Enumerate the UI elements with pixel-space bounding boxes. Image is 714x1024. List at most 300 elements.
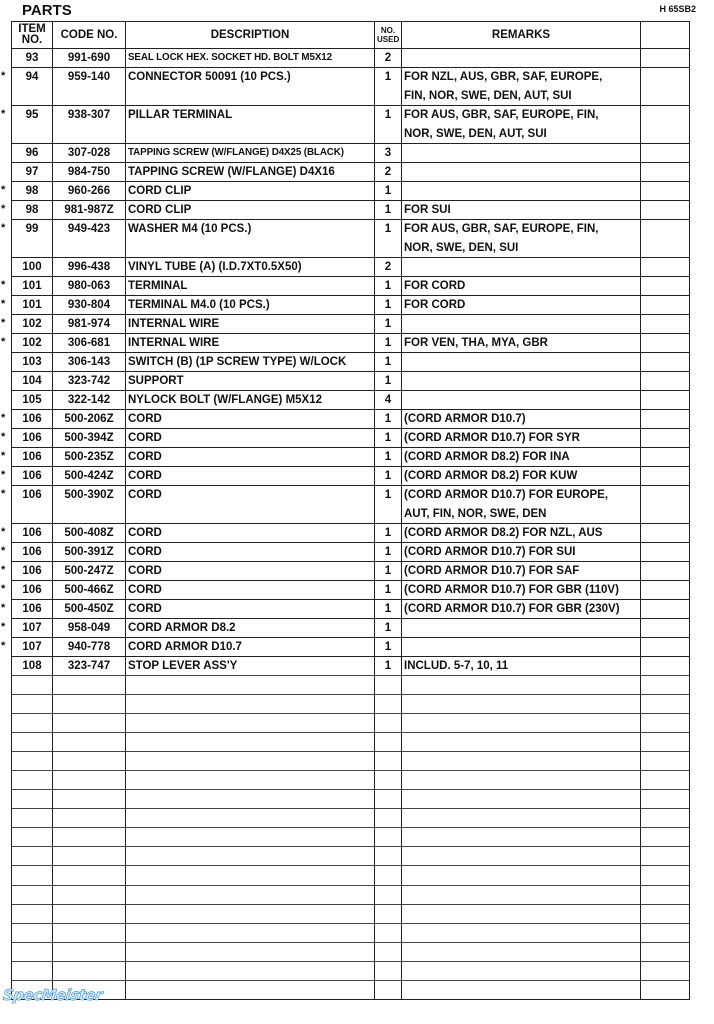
cell-description: PILLAR TERMINAL <box>126 106 375 125</box>
empty-cell <box>375 771 402 790</box>
empty-cell <box>402 790 641 809</box>
cell-item: 101 <box>12 296 53 315</box>
empty-cell <box>53 676 126 695</box>
cell-code: 984-750 <box>53 163 126 182</box>
cell-blank <box>641 486 690 505</box>
cell-item: 102 <box>12 334 53 353</box>
empty-row <box>12 790 690 809</box>
empty-cell <box>53 733 126 752</box>
cell-remarks: FOR CORD <box>402 296 641 315</box>
cell-remarks: NOR, SWE, DEN, SUI <box>402 239 641 258</box>
cell-blank <box>641 657 690 676</box>
cell-used: 1 <box>375 353 402 372</box>
cell-description: CORD <box>126 524 375 543</box>
change-mark: * <box>1 525 6 538</box>
cell-code: 500-394Z <box>53 429 126 448</box>
cell-remarks: (CORD ARMOR D8.2) FOR NZL, AUS <box>402 524 641 543</box>
cell-remarks <box>402 315 641 334</box>
cell-item: 97 <box>12 163 53 182</box>
table-row <box>12 486 690 505</box>
cell-code: 500-424Z <box>53 467 126 486</box>
cell-code: 500-466Z <box>53 581 126 600</box>
empty-cell <box>53 695 126 714</box>
empty-cell <box>53 961 126 980</box>
cell-remarks <box>402 391 641 410</box>
cell-description: TERMINAL M4.0 (10 PCS.) <box>126 296 375 315</box>
cell-remarks <box>402 49 641 68</box>
table-row <box>12 68 690 87</box>
cell-description: TERMINAL <box>126 277 375 296</box>
empty-cell <box>126 885 375 904</box>
cell-item: 95 <box>12 106 53 125</box>
cell-used: 1 <box>375 296 402 315</box>
change-mark: * <box>1 107 6 120</box>
empty-cell <box>375 904 402 923</box>
change-mark: * <box>1 582 6 595</box>
empty-cell <box>53 790 126 809</box>
cell-blank <box>641 353 690 372</box>
empty-cell <box>375 923 402 942</box>
header-remarks: REMARKS <box>402 22 641 49</box>
cell-blank <box>641 524 690 543</box>
empty-cell <box>126 847 375 866</box>
empty-cell <box>641 961 690 980</box>
empty-cell <box>375 809 402 828</box>
change-mark: * <box>1 449 6 462</box>
empty-cell <box>53 714 126 733</box>
empty-cell <box>53 904 126 923</box>
empty-cell <box>126 714 375 733</box>
table-row <box>12 524 690 543</box>
cell-code <box>53 505 126 524</box>
model-number: H 65SB2 <box>659 4 696 14</box>
empty-cell <box>641 923 690 942</box>
cell-used: 2 <box>375 49 402 68</box>
table-row <box>12 87 690 106</box>
cell-remarks <box>402 163 641 182</box>
empty-cell <box>375 885 402 904</box>
empty-cell <box>126 676 375 695</box>
cell-used: 1 <box>375 581 402 600</box>
empty-cell <box>126 809 375 828</box>
cell-code: 323-742 <box>53 372 126 391</box>
empty-cell <box>402 847 641 866</box>
table-row <box>12 600 690 619</box>
cell-blank <box>641 296 690 315</box>
cell-item: 106 <box>12 562 53 581</box>
cell-used: 1 <box>375 106 402 125</box>
header-item-no: ITEM NO. <box>12 22 53 49</box>
cell-remarks: FOR NZL, AUS, GBR, SAF, EUROPE, <box>402 68 641 87</box>
cell-blank <box>641 277 690 296</box>
cell-remarks: NOR, SWE, DEN, AUT, SUI <box>402 125 641 144</box>
cell-blank <box>641 505 690 524</box>
cell-item: 105 <box>12 391 53 410</box>
empty-row <box>12 771 690 790</box>
cell-code: 323-747 <box>53 657 126 676</box>
change-mark: * <box>1 563 6 576</box>
empty-row <box>12 866 690 885</box>
cell-item: 99 <box>12 220 53 239</box>
cell-code: 500-408Z <box>53 524 126 543</box>
empty-row <box>12 695 690 714</box>
empty-cell <box>641 847 690 866</box>
cell-description: STOP LEVER ASS'Y <box>126 657 375 676</box>
empty-cell <box>12 942 53 961</box>
cell-code: 500-235Z <box>53 448 126 467</box>
cell-code <box>53 239 126 258</box>
empty-cell <box>12 904 53 923</box>
cell-code: 981-987Z <box>53 201 126 220</box>
cell-used <box>375 505 402 524</box>
cell-item: 93 <box>12 49 53 68</box>
empty-cell <box>375 828 402 847</box>
empty-cell <box>402 695 641 714</box>
cell-item: 106 <box>12 581 53 600</box>
change-mark: * <box>1 202 6 215</box>
cell-code <box>53 87 126 106</box>
cell-blank <box>641 391 690 410</box>
cell-code: 500-391Z <box>53 543 126 562</box>
empty-cell <box>641 904 690 923</box>
empty-cell <box>53 942 126 961</box>
cell-description: TAPPING SCREW (W/FLANGE) D4X16 <box>126 163 375 182</box>
cell-item: 96 <box>12 144 53 163</box>
cell-code: 500-390Z <box>53 486 126 505</box>
cell-blank <box>641 581 690 600</box>
cell-remarks: INCLUD. 5-7, 10, 11 <box>402 657 641 676</box>
cell-remarks: FIN, NOR, SWE, DEN, AUT, SUI <box>402 87 641 106</box>
empty-cell <box>12 771 53 790</box>
empty-cell <box>641 752 690 771</box>
empty-cell <box>12 961 53 980</box>
cell-blank <box>641 201 690 220</box>
cell-used: 1 <box>375 220 402 239</box>
page-title: PARTS <box>22 2 72 19</box>
cell-item: 106 <box>12 486 53 505</box>
cell-description: VINYL TUBE (A) (I.D.7XT0.5X50) <box>126 258 375 277</box>
change-mark: * <box>1 297 6 310</box>
header-description: DESCRIPTION <box>126 22 375 49</box>
cell-remarks <box>402 182 641 201</box>
table-row <box>12 220 690 239</box>
cell-item: 100 <box>12 258 53 277</box>
table-row <box>12 638 690 657</box>
cell-used: 1 <box>375 524 402 543</box>
cell-used: 1 <box>375 619 402 638</box>
cell-code: 940-778 <box>53 638 126 657</box>
cell-used: 3 <box>375 144 402 163</box>
watermark-logo: SpecMeister <box>2 986 103 1004</box>
table-row <box>12 562 690 581</box>
empty-row <box>12 961 690 980</box>
empty-cell <box>12 733 53 752</box>
table-row <box>12 448 690 467</box>
cell-used: 1 <box>375 600 402 619</box>
cell-code: 500-206Z <box>53 410 126 429</box>
table-row <box>12 372 690 391</box>
empty-cell <box>641 790 690 809</box>
cell-used: 1 <box>375 277 402 296</box>
cell-description: CORD ARMOR D8.2 <box>126 619 375 638</box>
change-mark: * <box>1 487 6 500</box>
cell-used <box>375 125 402 144</box>
empty-row <box>12 885 690 904</box>
cell-description <box>126 505 375 524</box>
empty-cell <box>375 695 402 714</box>
empty-cell <box>12 790 53 809</box>
header-no-used: NO. USED <box>375 22 402 49</box>
empty-cell <box>12 923 53 942</box>
cell-remarks: FOR AUS, GBR, SAF, EUROPE, FIN, <box>402 106 641 125</box>
empty-cell <box>375 714 402 733</box>
cell-remarks: (CORD ARMOR D10.7) FOR GBR (110V) <box>402 581 641 600</box>
empty-cell <box>375 942 402 961</box>
cell-code: 500-247Z <box>53 562 126 581</box>
cell-remarks <box>402 619 641 638</box>
cell-remarks <box>402 372 641 391</box>
table-row <box>12 201 690 220</box>
table-row <box>12 239 690 258</box>
cell-description: INTERNAL WIRE <box>126 315 375 334</box>
cell-item <box>12 125 53 144</box>
empty-row <box>12 809 690 828</box>
empty-cell <box>375 752 402 771</box>
empty-cell <box>53 847 126 866</box>
empty-cell <box>126 695 375 714</box>
cell-remarks: FOR AUS, GBR, SAF, EUROPE, FIN, <box>402 220 641 239</box>
empty-cell <box>375 961 402 980</box>
cell-remarks <box>402 258 641 277</box>
cell-blank <box>641 125 690 144</box>
empty-cell <box>12 866 53 885</box>
cell-description: CORD <box>126 600 375 619</box>
cell-item: 101 <box>12 277 53 296</box>
cell-remarks: (CORD ARMOR D10.7) FOR SAF <box>402 562 641 581</box>
cell-used: 2 <box>375 258 402 277</box>
cell-blank <box>641 600 690 619</box>
cell-used <box>375 239 402 258</box>
cell-description: CORD <box>126 543 375 562</box>
empty-row <box>12 847 690 866</box>
cell-remarks: FOR SUI <box>402 201 641 220</box>
cell-used: 1 <box>375 638 402 657</box>
cell-description: TAPPING SCREW (W/FLANGE) D4X25 (BLACK) <box>126 144 375 163</box>
cell-blank <box>641 182 690 201</box>
cell-item: 104 <box>12 372 53 391</box>
cell-used: 4 <box>375 391 402 410</box>
cell-code: 960-266 <box>53 182 126 201</box>
empty-row <box>12 904 690 923</box>
cell-blank <box>641 144 690 163</box>
cell-blank <box>641 372 690 391</box>
empty-cell <box>375 866 402 885</box>
cell-code: 991-690 <box>53 49 126 68</box>
empty-cell <box>375 676 402 695</box>
cell-used: 1 <box>375 201 402 220</box>
cell-remarks: (CORD ARMOR D10.7) <box>402 410 641 429</box>
cell-remarks <box>402 144 641 163</box>
empty-cell <box>12 828 53 847</box>
cell-item: 107 <box>12 638 53 657</box>
table-row <box>12 277 690 296</box>
change-mark: * <box>1 278 6 291</box>
cell-remarks <box>402 638 641 657</box>
cell-code: 307-028 <box>53 144 126 163</box>
empty-cell <box>375 847 402 866</box>
empty-cell <box>402 752 641 771</box>
cell-item <box>12 87 53 106</box>
cell-blank <box>641 334 690 353</box>
table-row <box>12 144 690 163</box>
change-mark: * <box>1 335 6 348</box>
empty-cell <box>126 733 375 752</box>
cell-description <box>126 125 375 144</box>
cell-used: 1 <box>375 315 402 334</box>
cell-remarks: AUT, FIN, NOR, SWE, DEN <box>402 505 641 524</box>
empty-cell <box>641 676 690 695</box>
cell-description: CORD <box>126 429 375 448</box>
cell-blank <box>641 543 690 562</box>
empty-cell <box>126 752 375 771</box>
table-row <box>12 619 690 638</box>
empty-cell <box>402 866 641 885</box>
cell-description: CORD ARMOR D10.7 <box>126 638 375 657</box>
cell-description: CORD CLIP <box>126 182 375 201</box>
empty-cell <box>12 809 53 828</box>
cell-remarks: (CORD ARMOR D8.2) FOR INA <box>402 448 641 467</box>
cell-blank <box>641 87 690 106</box>
table-row <box>12 182 690 201</box>
cell-code: 306-143 <box>53 353 126 372</box>
empty-cell <box>641 942 690 961</box>
cell-used <box>375 87 402 106</box>
empty-cell <box>12 676 53 695</box>
cell-code: 981-974 <box>53 315 126 334</box>
cell-code: 996-438 <box>53 258 126 277</box>
empty-cell <box>402 733 641 752</box>
cell-item: 106 <box>12 448 53 467</box>
cell-blank <box>641 467 690 486</box>
cell-item: 106 <box>12 524 53 543</box>
cell-item: 102 <box>12 315 53 334</box>
change-mark: * <box>1 468 6 481</box>
cell-description: CORD <box>126 448 375 467</box>
cell-item: 98 <box>12 201 53 220</box>
cell-item <box>12 505 53 524</box>
empty-cell <box>641 714 690 733</box>
empty-cell <box>126 980 375 999</box>
cell-blank <box>641 562 690 581</box>
cell-blank <box>641 239 690 258</box>
empty-cell <box>53 828 126 847</box>
cell-blank <box>641 429 690 448</box>
empty-cell <box>402 828 641 847</box>
empty-cell <box>402 809 641 828</box>
cell-description: INTERNAL WIRE <box>126 334 375 353</box>
cell-item: 98 <box>12 182 53 201</box>
cell-used: 1 <box>375 562 402 581</box>
empty-cell <box>126 942 375 961</box>
empty-cell <box>641 828 690 847</box>
cell-remarks: (CORD ARMOR D10.7) FOR GBR (230V) <box>402 600 641 619</box>
header-blank <box>641 22 690 49</box>
empty-row <box>12 980 690 999</box>
cell-item: 106 <box>12 467 53 486</box>
cell-blank <box>641 49 690 68</box>
table-row <box>12 391 690 410</box>
cell-used: 1 <box>375 410 402 429</box>
cell-code: 959-140 <box>53 68 126 87</box>
empty-cell <box>402 885 641 904</box>
table-row <box>12 467 690 486</box>
empty-cell <box>53 809 126 828</box>
header-code-no: CODE NO. <box>53 22 126 49</box>
empty-cell <box>53 771 126 790</box>
cell-used: 1 <box>375 467 402 486</box>
change-mark: * <box>1 544 6 557</box>
parts-table <box>11 21 690 1000</box>
cell-blank <box>641 220 690 239</box>
empty-cell <box>53 866 126 885</box>
table-row <box>12 315 690 334</box>
cell-description: WASHER M4 (10 PCS.) <box>126 220 375 239</box>
cell-description: CONNECTOR 50091 (10 PCS.) <box>126 68 375 87</box>
empty-cell <box>402 923 641 942</box>
empty-row <box>12 752 690 771</box>
cell-description: CORD <box>126 467 375 486</box>
change-mark: * <box>1 411 6 424</box>
cell-blank <box>641 163 690 182</box>
change-mark: * <box>1 601 6 614</box>
cell-code: 930-804 <box>53 296 126 315</box>
cell-item: 108 <box>12 657 53 676</box>
change-mark: * <box>1 69 6 82</box>
empty-row <box>12 676 690 695</box>
empty-cell <box>53 885 126 904</box>
cell-item: 106 <box>12 429 53 448</box>
empty-cell <box>126 923 375 942</box>
table-row <box>12 49 690 68</box>
empty-cell <box>402 714 641 733</box>
empty-cell <box>53 752 126 771</box>
empty-row <box>12 923 690 942</box>
cell-code: 500-450Z <box>53 600 126 619</box>
empty-cell <box>12 714 53 733</box>
cell-remarks: (CORD ARMOR D10.7) FOR SYR <box>402 429 641 448</box>
cell-blank <box>641 258 690 277</box>
cell-remarks: FOR VEN, THA, MYA, GBR <box>402 334 641 353</box>
cell-used: 1 <box>375 429 402 448</box>
cell-description: CORD <box>126 581 375 600</box>
table-row <box>12 106 690 125</box>
table-row <box>12 125 690 144</box>
cell-description: CORD <box>126 562 375 581</box>
cell-remarks: FOR CORD <box>402 277 641 296</box>
empty-row <box>12 828 690 847</box>
cell-description: CORD <box>126 486 375 505</box>
cell-used: 1 <box>375 334 402 353</box>
empty-cell <box>641 885 690 904</box>
empty-cell <box>12 752 53 771</box>
cell-remarks: (CORD ARMOR D10.7) FOR SUI <box>402 543 641 562</box>
cell-remarks <box>402 353 641 372</box>
cell-item: 106 <box>12 543 53 562</box>
cell-code: 322-142 <box>53 391 126 410</box>
cell-description <box>126 87 375 106</box>
cell-blank <box>641 106 690 125</box>
cell-code: 949-423 <box>53 220 126 239</box>
